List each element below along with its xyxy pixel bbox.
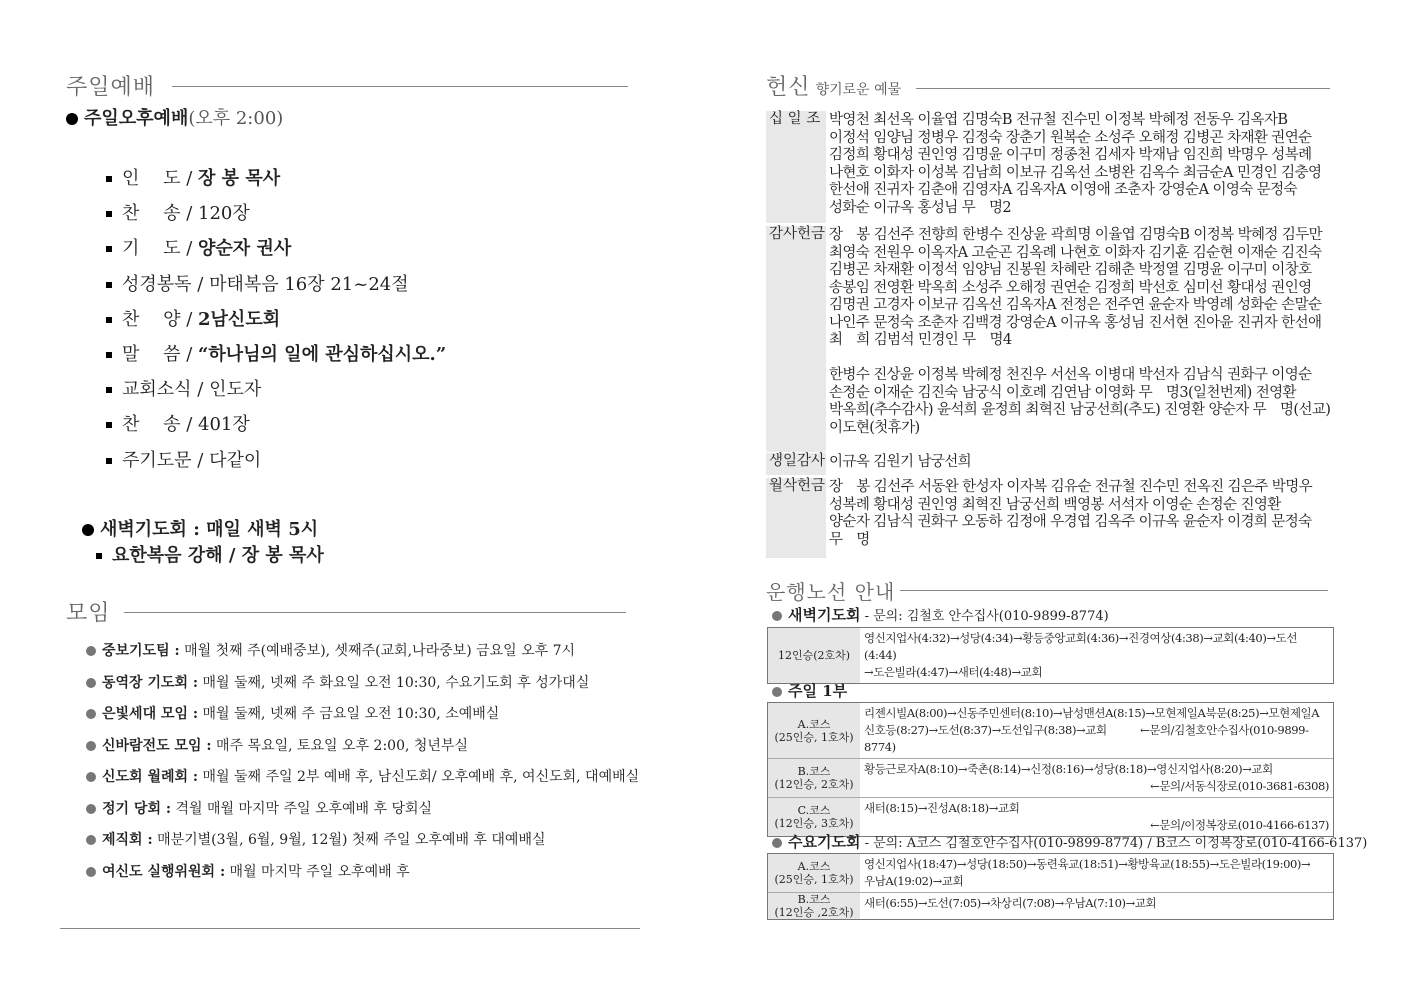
bullet-icon xyxy=(86,772,96,782)
name-line: 장 봉 김선주 전향희 한병수 진상윤 곽희명 이율엽 김명숙B 이정복 박혜정 김두만 xyxy=(829,227,1323,243)
meetings-title-rule xyxy=(124,612,626,613)
offering-heading xyxy=(766,70,901,101)
order-value: 양순자 권사 xyxy=(198,238,292,260)
course-name: A.코스 xyxy=(797,860,831,873)
meeting-item xyxy=(86,735,468,755)
route-line: 황등근로자A(8:10)→죽촌(8:14)→신정(8:16)→성당(8:18)→영신지업사(8:20)→교회 xyxy=(864,762,1273,776)
order-label: 성경봉독 / xyxy=(122,273,210,295)
worship-order-item xyxy=(106,305,280,331)
name-line: 이도현(첫휴가) xyxy=(829,419,920,436)
worship-order-item xyxy=(106,164,280,190)
meeting-item xyxy=(86,798,432,818)
course-vehicle: (25인승, 1호차) xyxy=(774,873,854,886)
order-label: 찬 양 / xyxy=(122,308,199,330)
meeting-name: 동역장 기도회 : xyxy=(102,674,199,691)
order-label: 기 도 / xyxy=(122,238,199,260)
offering-title-rule xyxy=(916,88,1330,89)
route-row xyxy=(768,628,1333,683)
route-contact: ←문의/이정복장로(010-4166-6137) xyxy=(1150,818,1329,832)
wednesday-route-name: 수요기도회 xyxy=(788,833,861,851)
square-bullet-icon xyxy=(106,352,112,358)
bullet-icon xyxy=(772,687,782,697)
order-label: 찬 송 / xyxy=(122,414,199,436)
route-line: 우남A(19:02)→교회 xyxy=(864,874,964,888)
name-line: 한선애 진귀자 김춘애 김영자A 김옥자A 이영애 조춘자 강영순A 이영숙 문정숙 xyxy=(829,182,1297,198)
meeting-name: 은빛세대 모임 : xyxy=(102,706,199,722)
meeting-desc: 매월 둘째 주일 2부 예배 후, 남신도회/ 오후예배 후, 여신도회, 대예배실 xyxy=(198,769,640,785)
dawn-prayer-text: 새벽기도회 : 매일 새벽 5시 xyxy=(100,519,319,540)
course-name: 12인승(2호차) xyxy=(777,649,851,662)
square-bullet-icon xyxy=(106,317,112,323)
route-line: 리젠시빌A(8:00)→신동주민센터(8:10)→남성맨션A(8:15)→모현제일A북문(8:25)→모현제일A xyxy=(864,706,1320,720)
monthly-label: 월삭헌금 xyxy=(766,478,826,558)
meeting-item xyxy=(86,766,639,786)
dawn-prayer-heading xyxy=(82,515,318,541)
name-line: 나인주 문정숙 조춘자 김백경 강영순A 이규옥 홍성님 진서현 진아윤 진귀자 한선애 xyxy=(829,314,1322,331)
route-course-label xyxy=(768,854,860,892)
dawn-route-contact: - 문의: 김철호 안수집사(010-9899-8774) xyxy=(860,609,1109,624)
name-line: 양순자 김남식 권화구 오동하 김정애 우경엽 김옥주 이규옥 윤순자 이경희 문정숙 xyxy=(829,514,1312,530)
offering-section-title: 헌신 xyxy=(766,75,811,100)
square-bullet-icon xyxy=(106,246,112,252)
meeting-desc: 매월 둘째, 넷째 주 금요일 오전 10:30, 소예배실 xyxy=(198,706,500,722)
square-bullet-icon xyxy=(106,282,112,288)
meetings-section-title: 모임 xyxy=(66,601,111,626)
wednesday-route-heading xyxy=(772,831,1367,852)
name-line: 손정순 이재순 김진숙 남궁식 이호례 김연남 이영화 무 명3(일천번제) 전영환 xyxy=(829,384,1296,401)
route-stops xyxy=(860,854,1333,892)
route-stops xyxy=(860,703,1333,758)
worship-order-item xyxy=(106,410,250,436)
route-line: 영신지업사(18:47)→성당(18:50)→동련육교(18:51)→황방육교(18:55)→도은빌라(19:00)→ xyxy=(864,857,1311,871)
sunday-route-name: 주일 1부 xyxy=(788,682,848,700)
name-line: 무 명 xyxy=(829,531,870,548)
dawn-route-table xyxy=(767,627,1334,684)
route-line: 영신지업사(4:32)→성당(4:34)→황등중앙교회(4:36)→진경여상(4:38)→교회(4:40)→도선(4:44) xyxy=(864,631,1298,662)
routes-section-title: 운행노선 안내 xyxy=(766,580,896,604)
meeting-name: 제직회 : xyxy=(102,832,153,848)
meeting-item xyxy=(86,703,499,723)
name-line: 나현호 이화자 이성복 김남희 이보규 김옥선 소병완 김옥수 최금순A 민경인 김충영 xyxy=(829,164,1322,181)
name-line: 이정석 임양님 정병우 김정숙 장춘기 원복순 소성주 오해정 김병곤 차재환 권연순 xyxy=(829,129,1312,146)
route-row xyxy=(768,854,1333,893)
bullet-icon xyxy=(86,835,96,845)
bottom-rule xyxy=(60,928,640,929)
square-bullet-icon xyxy=(106,176,112,182)
name-line: 최 희 김범석 민경인 무 명4 xyxy=(829,332,1012,348)
sunday-route-heading xyxy=(772,680,847,701)
route-course-label xyxy=(768,893,860,919)
meeting-item xyxy=(86,672,589,692)
dawn-prayer-sub-text: 요한복음 강해 / 장 봉 목사 xyxy=(112,545,324,566)
route-line: 새터(8:15)→진성A(8:18)→교회 xyxy=(864,801,1020,815)
order-value: “하나님의 일에 관심하십시오.” xyxy=(198,344,447,365)
course-name: A.코스 xyxy=(797,717,831,731)
service-time: (오후 2:00) xyxy=(188,108,284,129)
dawn-route-name: 새벽기도회 xyxy=(788,606,861,624)
sunday-route-table xyxy=(767,702,1334,837)
bullet-icon xyxy=(86,646,96,656)
name-line: 장 봉 김선주 서동완 한성자 이자복 김유순 전규철 진수민 전옥진 김은주 박명우 xyxy=(829,479,1313,495)
monthly-names xyxy=(829,479,1344,549)
worship-order-item xyxy=(106,270,409,296)
route-line: →도은빌라(4:47)→새터(4:48)→교회 xyxy=(864,665,1043,679)
name-line xyxy=(829,350,1344,368)
order-value: 2남신도회 xyxy=(198,308,281,330)
thanks-label: 감사헌금 xyxy=(766,226,826,452)
worship-order-item xyxy=(106,375,261,401)
bullet-icon xyxy=(772,838,782,848)
square-bullet-icon xyxy=(106,387,112,393)
service-name: 주일오후예배 xyxy=(84,108,189,129)
name-line: 김병곤 차재환 이정석 임양님 진봉원 차혜란 김해춘 박정열 김명윤 이구미 이창호 xyxy=(829,262,1312,278)
bullet-icon xyxy=(86,804,96,814)
name-line: 한병수 진상윤 이정복 박혜정 천진우 서선옥 이병대 박선자 김남식 권화구 이영순 xyxy=(829,367,1312,383)
name-line: 송봉임 전영환 박옥희 소성주 오해정 권연순 김정희 박선호 심미선 황대성 권인영 xyxy=(829,279,1312,296)
square-bullet-icon xyxy=(106,211,112,217)
order-label: 찬 송 / xyxy=(122,203,199,225)
route-stops xyxy=(860,893,1333,919)
birthday-label: 생일감사 xyxy=(766,453,826,475)
wednesday-route-table xyxy=(767,853,1334,920)
name-line: 박영천 최선옥 이율엽 김명숙B 전규철 진수민 이정복 박혜정 전동우 김옥자B xyxy=(829,112,1288,128)
order-label: 인 도 / xyxy=(122,168,199,189)
sunday-service-heading xyxy=(66,104,283,130)
square-bullet-icon xyxy=(96,553,102,559)
name-line: 박옥희(추수감사) 윤석희 윤정희 최혁진 남궁선희(추도) 진영환 양순자 무 명(선교) xyxy=(829,402,1331,418)
bullet-icon xyxy=(86,741,96,751)
meeting-name: 중보기도팀 : xyxy=(102,643,180,659)
name-line: 김정희 황대성 권인영 김명윤 이구미 정종천 김세자 박재남 임진희 박명우 성복례 xyxy=(829,147,1312,163)
route-row xyxy=(768,893,1333,919)
route-stops xyxy=(860,628,1333,683)
course-name: C.코스 xyxy=(797,804,831,817)
square-bullet-icon xyxy=(106,422,112,428)
route-course-label xyxy=(768,759,860,797)
worship-section-title: 주일예배 xyxy=(66,75,156,100)
meeting-name: 정기 당회 : xyxy=(102,800,172,817)
course-vehicle: (12인승 ,2호차) xyxy=(774,906,854,919)
meeting-item xyxy=(86,861,410,881)
meeting-item xyxy=(86,829,546,849)
bullet-icon xyxy=(82,524,94,536)
meeting-name: 여신도 실행위원회 : xyxy=(102,863,226,880)
bullet-icon xyxy=(66,113,78,125)
order-value: 120장 xyxy=(198,203,250,225)
route-contact: ←문의/서동식장로(010-3681-6308) xyxy=(1150,779,1329,793)
wednesday-route-contact: - 문의: A코스 김철호안수집사(010-9899-8774) / B코스 이정복장로(010-4166-6137) xyxy=(860,836,1368,851)
order-label: 교회소식 / xyxy=(122,379,210,401)
meeting-desc: 매주 목요일, 토요일 오후 2:00, 청년부실 xyxy=(211,737,468,754)
meeting-desc: 매분기별(3월, 6월, 9월, 12월) 첫째 주일 오후예배 후 대예배실 xyxy=(152,832,546,848)
worship-title-rule xyxy=(172,86,628,87)
name-line: 김명권 고경자 이보규 김옥선 김옥자A 전정은 전주연 윤순자 박영례 성화순 손말순 xyxy=(829,297,1322,313)
name-line: 성복례 황대성 권인영 최혁진 남궁선희 백영봉 서석자 이영순 손정순 진영환 xyxy=(829,496,1281,513)
tithe-label: 십 일 조 xyxy=(766,111,826,223)
route-stops xyxy=(860,759,1333,797)
meeting-desc: 매월 둘째, 넷째 주 화요일 오전 10:30, 수요기도회 후 성가대실 xyxy=(198,674,590,691)
tithe-names xyxy=(829,112,1344,217)
order-label: 말 씀 / xyxy=(122,344,199,365)
bullet-icon xyxy=(86,867,96,877)
bullet-icon xyxy=(86,678,96,688)
order-label: 주기도문 / xyxy=(122,449,210,471)
order-value: 다같이 xyxy=(209,449,262,471)
square-bullet-icon xyxy=(106,458,112,464)
route-course-label xyxy=(768,628,860,683)
order-value: 마태복음 16장 21~24절 xyxy=(209,273,409,295)
route-row xyxy=(768,759,1333,798)
order-value: 401장 xyxy=(198,414,250,436)
thanks-names xyxy=(829,227,1344,437)
route-course-label xyxy=(768,703,860,758)
meeting-desc: 매월 마지막 주일 오후예배 후 xyxy=(225,863,410,880)
order-value: 인도자 xyxy=(209,379,262,401)
course-name: B.코스 xyxy=(797,765,831,778)
name-line: 성화순 이규옥 홍성님 무 명2 xyxy=(829,199,1012,216)
course-vehicle: (12인승, 2호차) xyxy=(774,778,854,791)
worship-order-item xyxy=(106,340,446,366)
worship-order-item xyxy=(106,234,291,260)
order-value: 장 봉 목사 xyxy=(198,168,281,189)
route-line: 신호등(8:27)→도선(8:37)→도선입구(8:38)→교회 ←문의/김철호안수집사(010-9899-8774) xyxy=(864,723,1309,754)
meeting-desc: 격월 매월 마지막 주일 오후예배 후 당회실 xyxy=(171,800,433,817)
dawn-prayer-sub xyxy=(96,541,324,567)
bullet-icon xyxy=(86,709,96,719)
meeting-desc: 매월 첫째 주(예배중보), 셋째주(교회,나라중보) 금요일 오후 7시 xyxy=(179,643,576,659)
course-vehicle: (25인승, 1호차) xyxy=(774,730,854,744)
name-line: 이규옥 김원기 남궁선희 xyxy=(829,454,972,470)
course-name: B.코스 xyxy=(797,893,831,906)
name-line: 최영숙 전원우 이옥자A 고순곤 김옥례 나현호 이화자 김기훈 김순현 이재순 김진숙 xyxy=(829,244,1322,261)
meeting-name: 신바람전도 모임 : xyxy=(102,737,212,754)
worship-order-item xyxy=(106,446,261,472)
worship-order-item xyxy=(106,199,250,225)
route-line: 새터(6:55)→도선(7:05)→차상리(7:08)→우남A(7:10)→교회 xyxy=(864,896,1157,910)
meeting-item xyxy=(86,640,575,660)
offering-subtitle: 향기로운 예물 xyxy=(815,82,902,98)
route-row xyxy=(768,703,1333,759)
course-vehicle: (12인승, 3호차) xyxy=(774,817,854,830)
birthday-names xyxy=(829,454,1344,472)
bullet-icon xyxy=(772,611,782,621)
meeting-name: 신도회 월례회 : xyxy=(102,769,199,785)
routes-title-rule xyxy=(900,590,1328,591)
dawn-route-heading xyxy=(772,604,1109,625)
